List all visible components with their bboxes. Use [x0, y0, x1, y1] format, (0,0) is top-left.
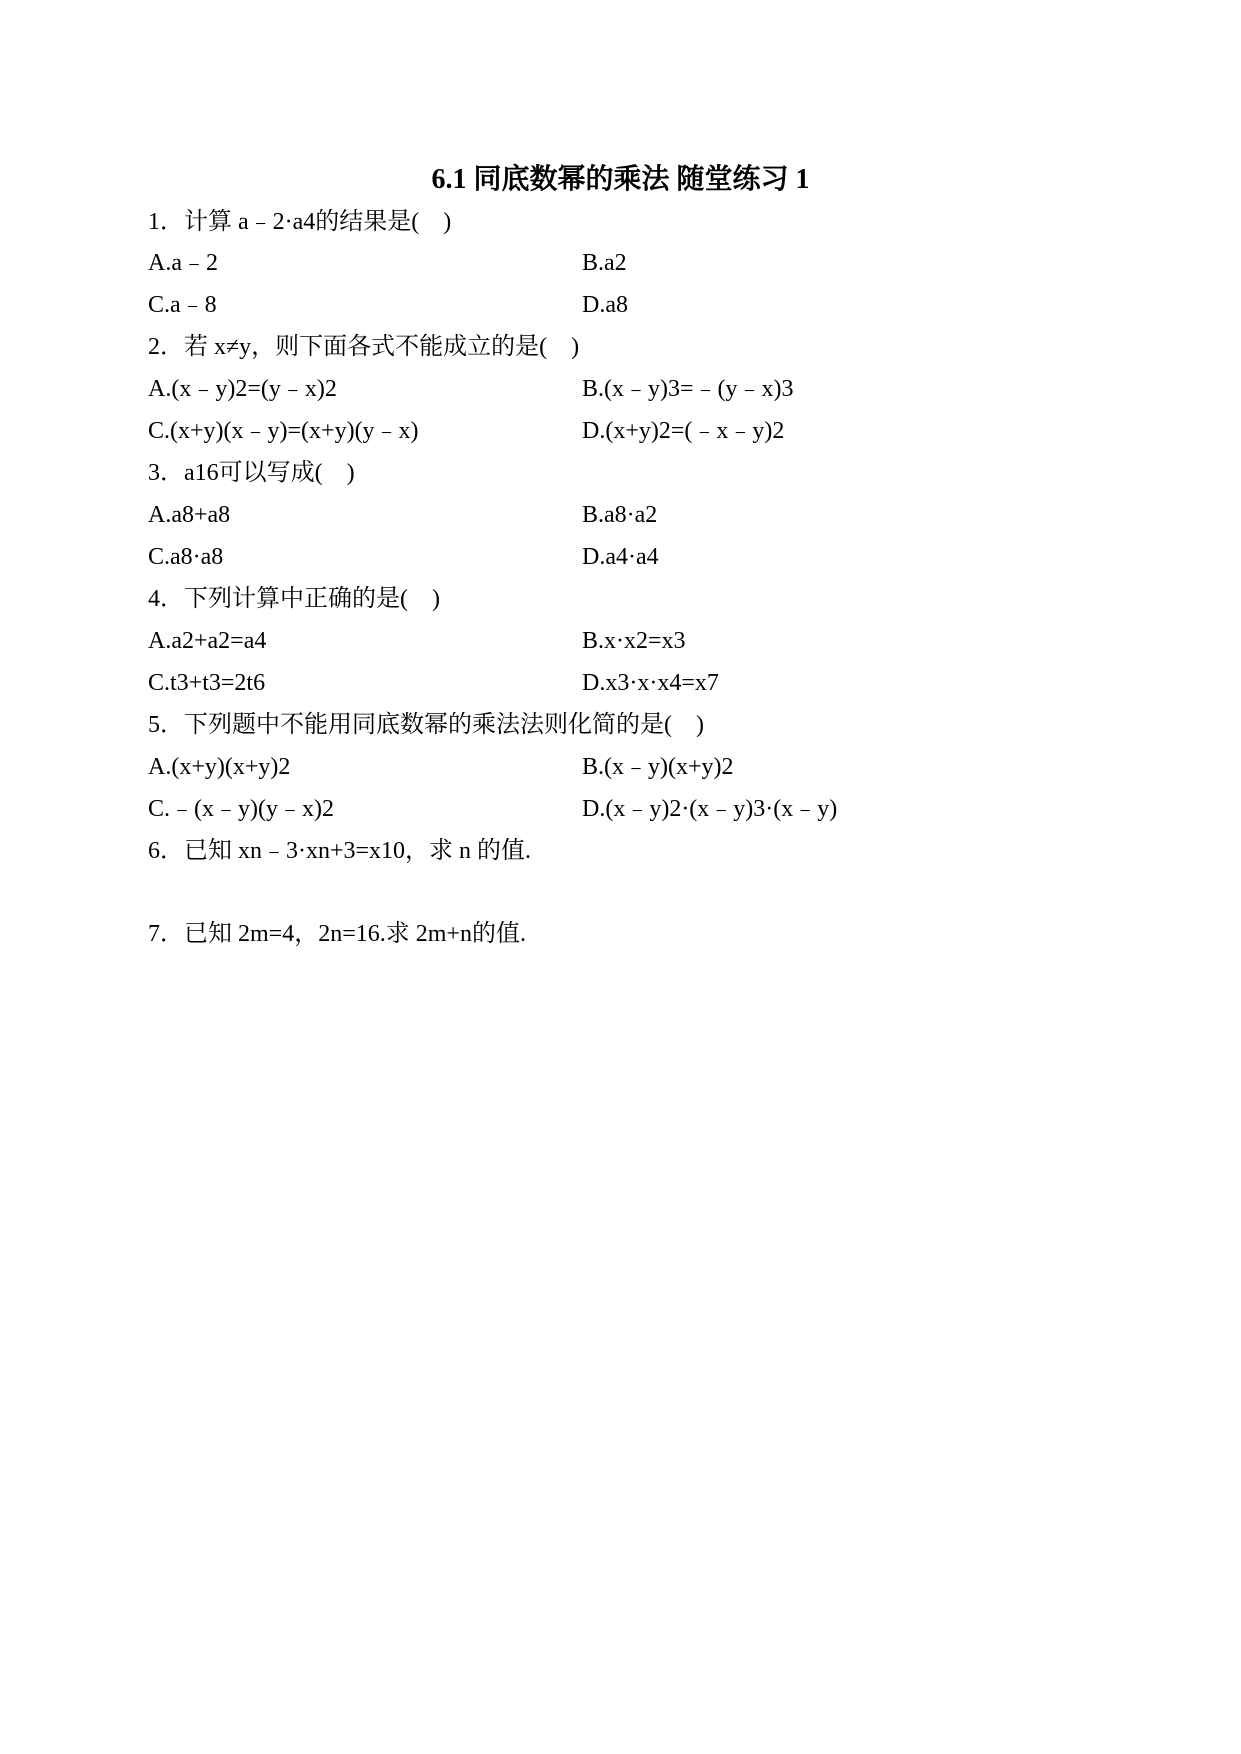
- page-title: 6.1 同底数幂的乘法 随堂练习 1: [431, 164, 810, 195]
- question-5-option-a: A.(x+y)(x+y)2: [148, 754, 291, 780]
- question-4-option-d: D.x3·x·x4=x7: [582, 670, 719, 696]
- question-2-option-d: D.(x+y)2=(﹣x﹣y)2: [582, 418, 785, 444]
- question-4-option-b: B.x·x2=x3: [582, 628, 686, 654]
- question-3-option-b: B.a8·a2: [582, 502, 658, 528]
- question-1-stem: 1．计算 a﹣2·a4的结果是( ): [148, 209, 452, 235]
- question-3-option-a: A.a8+a8: [148, 502, 231, 528]
- question-7-stem: 7．已知 2m=4，2n=16.求 2m+n的值.: [148, 921, 526, 947]
- question-6-stem: 6．已知 xn﹣3·xn+3=x10，求 n 的值.: [148, 838, 532, 864]
- question-5-option-c: C.﹣(x﹣y)(y﹣x)2: [148, 796, 334, 822]
- question-4-option-a: A.a2+a2=a4: [148, 628, 267, 654]
- question-1-option-b: B.a2: [582, 250, 627, 276]
- question-5-option-d: D.(x﹣y)2·(x﹣y)3·(x﹣y): [582, 796, 838, 822]
- question-5-stem: 5．下列题中不能用同底数幂的乘法法则化简的是( ): [148, 712, 704, 738]
- question-1-option-c: C.a﹣8: [148, 292, 217, 318]
- question-5-option-b: B.(x﹣y)(x+y)2: [582, 754, 734, 780]
- question-3-option-c: C.a8·a8: [148, 544, 224, 570]
- question-2-option-c: C.(x+y)(x﹣y)=(x+y)(y﹣x): [148, 418, 419, 444]
- question-2-stem: 2．若 x≠y，则下面各式不能成立的是( ): [148, 334, 580, 360]
- question-3-stem: 3．a16可以写成( ): [148, 460, 355, 486]
- question-2-option-b: B.(x﹣y)3=﹣(y﹣x)3: [582, 376, 794, 402]
- question-3-option-d: D.a4·a4: [582, 544, 659, 570]
- question-2-option-a: A.(x﹣y)2=(y﹣x)2: [148, 376, 337, 402]
- question-1-option-d: D.a8: [582, 292, 628, 318]
- question-1-option-a: A.a﹣2: [148, 250, 218, 276]
- question-4-stem: 4．下列计算中正确的是( ): [148, 586, 440, 612]
- question-4-option-c: C.t3+t3=2t6: [148, 670, 266, 696]
